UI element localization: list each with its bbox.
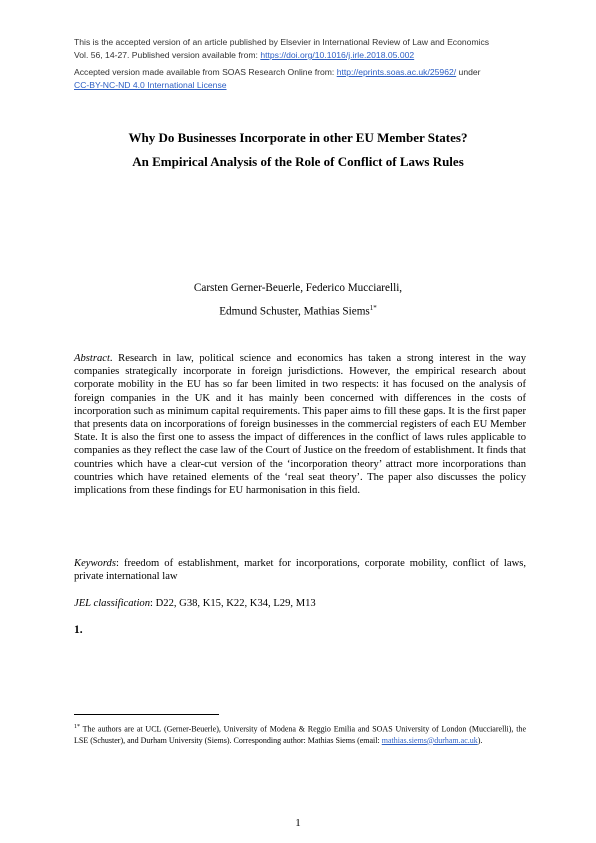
doi-link[interactable]: https://doi.org/10.1016/j.irle.2018.05.002 (260, 50, 415, 60)
footnote (74, 722, 526, 746)
abstract (74, 352, 526, 497)
abstract-text: . Research in law, political science and economics has taken a strong interest in the way companies strategically incorporate in foreign jurisdictions. However, the empirical research about corporate mobility in the EU has so far been limited in two respects: it has focused on the analysis of foreign companies in the UK and it has mainly been concerned with differences in the costs of incorporation such as minimum capital requirements. This paper aims to fill these gaps. It is the first paper that presents data on incorporations of foreign businesses in the commercial registers of each EU Member State. It is also the first one to assess the impact of differences in the conflict of laws rules applicable to companies as they reflect the case law of the Court of Justice on the freedom of establishment. It finds that countries which have a clear-cut version of the ‘incorporation theory’ attract more incorporations than countries which have retained elements of the ‘real seat theory’. The paper also discusses the policy implications from these findings for EU harmonisation in this field. (74, 353, 526, 497)
keywords-label: Keywords (74, 558, 116, 569)
paper-title-line-2: An Empirical Analysis of the Role of Conflict of Laws Rules (132, 154, 464, 169)
abstract-label: Abstract (74, 353, 110, 364)
jel-classification (74, 598, 526, 609)
header-line-1: This is the accepted version of an article published by Elsevier in International Review of Law and Economics (74, 37, 490, 47)
authors-line-2 (60, 298, 536, 322)
header-line-3-suffix: under (456, 67, 481, 77)
header-line-4 (74, 79, 544, 92)
footnote-suffix: ). (477, 735, 483, 745)
footnote-mark: 1* (74, 724, 80, 730)
jel-text: : D22, G38, K15, K22, K34, L29, M13 (150, 598, 316, 609)
authors-line-2-text: Edmund Schuster, Mathias Siems (219, 305, 370, 318)
license-link[interactable]: CC-BY-NC-ND 4.0 International License (74, 80, 227, 90)
jel-label: JEL classification (74, 598, 151, 609)
page-number: 1 (295, 817, 301, 829)
author-footnote-mark: 1* (369, 304, 377, 312)
keywords (74, 557, 526, 583)
author-list (60, 278, 536, 322)
footnote-text: The authors are at UCL (Gerner-Beuerle), University of Modena & Reggio Emilia and SOAS University of London (Mucciarelli), the LSE (Schuster), and Durham University (Siems). Corresponding author: Mathias Siems (email: (74, 724, 526, 745)
eprints-link[interactable]: http://eprints.soas.ac.uk/25962/ (336, 67, 457, 77)
header-line-2-text: Vol. 56, 14-27. Published version available from: (74, 50, 261, 60)
paper-title-line-1: Why Do Businesses Incorporate in other EU Member States? (128, 130, 468, 145)
header-line-2 (74, 49, 544, 62)
header-line-3 (74, 66, 544, 79)
authors-line-1: Carsten Gerner-Beuerle, Federico Mucciarelli, (193, 282, 403, 294)
email-link[interactable]: mathias.siems@durham.ac.uk (381, 735, 478, 745)
header-line-3-text: Accepted version made available from SOAS Research Online from: (74, 67, 337, 77)
footnote-divider (74, 714, 219, 715)
publication-header (74, 36, 544, 92)
section-number: 1. (74, 624, 83, 636)
keywords-text: : freedom of establishment, market for incorporations, corporate mobility, conflict of laws, private international law (74, 558, 526, 583)
